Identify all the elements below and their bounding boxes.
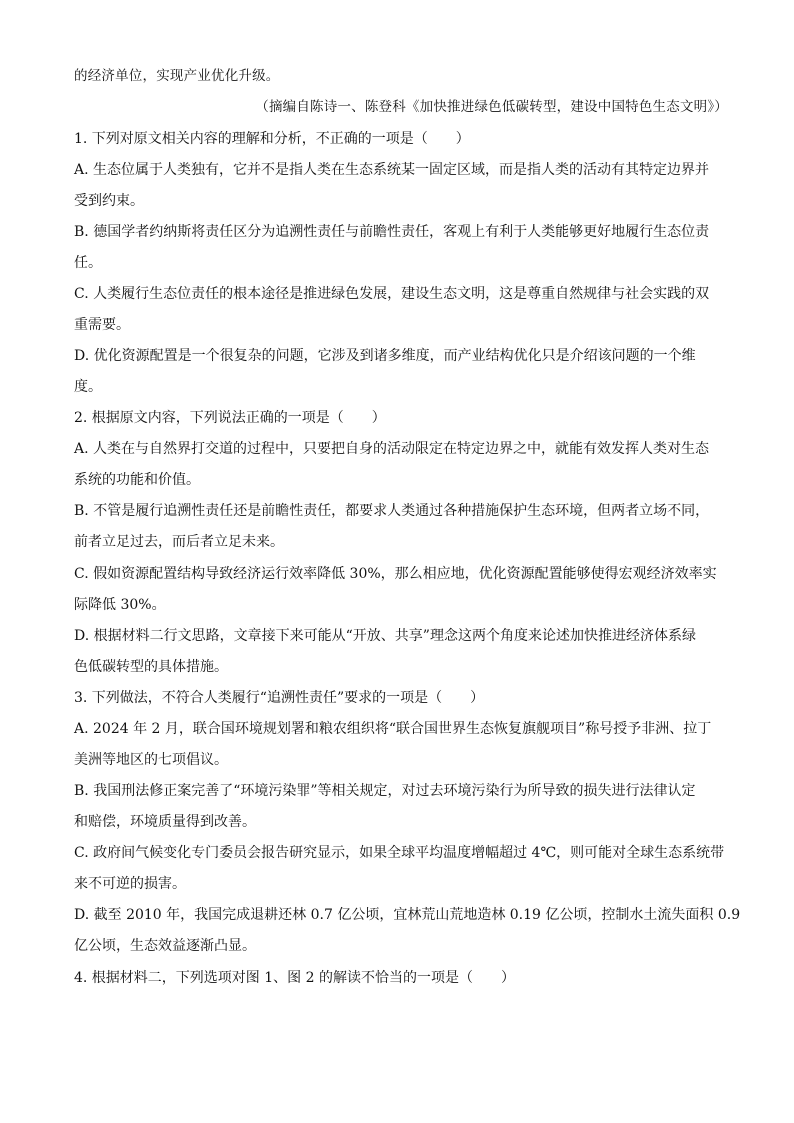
- question-2: 2. 根据原文内容，下列说法正确的一项是（ ）: [74, 410, 386, 426]
- option-line: 际降低 30%。: [74, 597, 166, 613]
- option-line: 受到约束。: [74, 193, 144, 209]
- option-line: B. 我国刑法修正案完善了“环境污染罪”等相关规定，对过去环境污染行为所导致的损失进行法律认定: [74, 783, 696, 799]
- option-line: A. 生态位属于人类独有，它并不是指人类在生态系统某一固定区域，而是指人类的活动有其特定边界并: [74, 162, 710, 178]
- option-line: 任。: [74, 255, 102, 271]
- option-line: 前者立足过去，而后者立足未来。: [74, 534, 284, 550]
- option-line: D. 优化资源配置是一个很复杂的问题，它涉及到诸多维度，而产业结构优化只是介绍该问题的一个维: [74, 348, 696, 364]
- option-line: C. 人类履行生态位责任的根本途径是推进绿色发展，建设生态文明，这是尊重自然规律与社会实践的双: [74, 286, 710, 302]
- option-line: 来不可逆的损害。: [74, 876, 186, 892]
- option-line: A. 人类在与自然界打交道的过程中，只要把自身的活动限定在特定边界之中，就能有效发挥人类对生态: [74, 441, 710, 457]
- text-line: 的经济单位，实现产业优化升级。: [74, 68, 280, 84]
- option-line: D. 根据材料二行文思路，文章接下来可能从“开放、共享”理念这两个角度来论述加快推进经济体系绿: [74, 628, 696, 644]
- option-line: 亿公顷，生态效益逐渐凸显。: [74, 938, 256, 954]
- option-line: A. 2024 年 2 月，联合国环境规划署和粮农组织将“联合国世界生态恢复旗舰项目”称号授予非洲、拉丁: [74, 721, 712, 737]
- question-1: 1. 下列对原文相关内容的理解和分析，不正确的一项是（ ）: [74, 131, 470, 147]
- question-4: 4. 根据材料二，下列选项对图 1、图 2 的解读不恰当的一项是（ ）: [74, 970, 515, 986]
- option-line: D. 截至 2010 年，我国完成退耕还林 0.7 亿公顷，宜林荒山荒地造林 0.19 亿公顷，控制水土流失面积 0.9: [74, 907, 741, 923]
- option-line: 美洲等地区的七项倡议。: [74, 752, 228, 768]
- source-citation: （摘编自陈诗一、陈登科《加快推进绿色低碳转型，建设中国特色生态文明》）: [255, 99, 728, 115]
- question-3: 3. 下列做法，不符合人类履行“追溯性责任”要求的一项是（ ）: [74, 690, 485, 706]
- option-line: C. 假如资源配置结构导致经济运行效率降低 30%，那么相应地，优化资源配置能够使得宏观经济效率实: [74, 566, 717, 582]
- option-line: 色低碳转型的具体措施。: [74, 659, 228, 675]
- option-line: 和赔偿，环境质量得到改善。: [74, 814, 256, 830]
- option-line: 系统的功能和价值。: [74, 472, 200, 488]
- option-line: B. 德国学者约纳斯将责任区分为追溯性责任与前瞻性责任，客观上有利于人类能够更好地履行生态位责: [74, 224, 710, 240]
- option-line: 度。: [74, 379, 102, 395]
- option-line: 重需要。: [74, 317, 130, 333]
- option-line: B. 不管是履行追溯性责任还是前瞻性责任，都要求人类通过各种措施保护生态环境，但两者立场不同，: [74, 503, 710, 519]
- option-line: C. 政府间气候变化专门委员会报告研究显示，如果全球平均温度增幅超过 4℃，则可能对全球生态系统带: [74, 845, 725, 861]
